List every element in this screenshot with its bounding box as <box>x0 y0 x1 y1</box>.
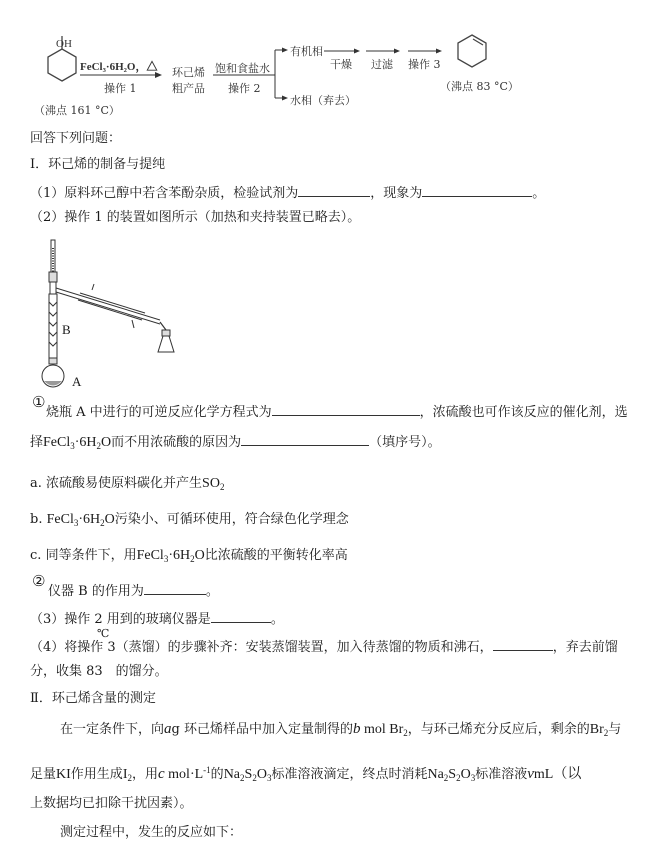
section2-para2 <box>30 762 581 786</box>
question-4-line2: 分，收集 83 的馏分。 <box>30 664 168 679</box>
flask-stopper <box>162 330 170 336</box>
var-a: a <box>164 721 172 737</box>
cyclohexene-ring <box>458 35 486 67</box>
sub1-text-b: ，浓硫酸也可作该反应的催化剂，选 <box>419 405 628 420</box>
p1-text-f: 与 <box>608 722 622 737</box>
fecl3-formula <box>43 435 111 450</box>
q4-text-a: （4）将操作 3（蒸馏）的步骤补齐：安装蒸馏装置，加入待蒸馏的物质和沸石， <box>30 640 493 655</box>
crude-product-line2: 粗产品 <box>172 82 205 95</box>
distillation-apparatus <box>20 238 180 390</box>
o-2: O <box>460 767 471 782</box>
br2-remaining <box>590 722 609 737</box>
section2-para1 <box>60 721 621 741</box>
option-a-label: a. <box>30 476 42 491</box>
option-b-fecl3 <box>47 512 115 527</box>
p2-neg1: -1 <box>203 765 211 775</box>
p2-text-c: ，用 <box>131 767 158 782</box>
op1-label: 操作 1 <box>104 82 137 95</box>
side-arm-bottom <box>56 292 160 324</box>
optb-6h: ·6H <box>78 512 101 527</box>
p2-mol-l: mol·L <box>168 767 204 782</box>
q3-text-a: （3）操作 2 用到的玻璃仪器是 <box>30 612 211 627</box>
sub-question-1-line2 <box>30 433 441 454</box>
section2-title: Ⅱ．环己烯含量的测定 <box>30 691 156 706</box>
so2-so: SO <box>202 476 220 491</box>
optb-o: O <box>104 512 115 527</box>
start-oh-label: OH <box>56 38 72 50</box>
column-stopper <box>49 272 57 282</box>
apparatus-drawing <box>20 238 180 390</box>
i2-formula <box>123 767 132 782</box>
question-3 <box>30 610 284 628</box>
so2-sub: 2 <box>219 482 225 492</box>
fecl3-sub2: 2 <box>96 441 102 451</box>
section2-para3: 上数据均已扣除干扰因素）。 <box>30 796 193 811</box>
aqueous-phase-label: 水相（弃去） <box>290 94 356 107</box>
var-b: b <box>352 721 361 737</box>
arrow-head-aqueous <box>282 96 288 101</box>
s: S <box>244 767 253 782</box>
condenser-inlet <box>132 320 134 328</box>
question-4-line1 <box>30 638 618 656</box>
column-indentations <box>49 302 57 346</box>
question-2: （2）操作 1 的装置如图所示（加热和夹持装置已略去）。 <box>30 210 361 225</box>
q4-text-b: ，弃去前馏 <box>552 640 618 655</box>
reagent-label: FeCl₃·6H₂O，△ <box>80 61 158 73</box>
label-a: A <box>72 374 82 389</box>
concentration-unit <box>165 767 211 782</box>
option-a-text: 浓硫酸易使原料碳化并产生 <box>46 476 203 491</box>
s-sub: 2 <box>252 773 257 783</box>
p2-text-b: 作用生成 <box>70 767 123 782</box>
optc-fe: FeCl <box>136 548 164 563</box>
sub2-text-b: 。 <box>205 584 219 599</box>
question-1 <box>30 184 545 202</box>
optb-fe: FeCl <box>46 512 74 527</box>
sub-question-2-marker: ② <box>32 572 46 590</box>
condenser-jacket-bottom <box>78 300 142 320</box>
s-2: S <box>448 767 457 782</box>
fecl3-o: O <box>101 435 112 450</box>
sub-question-1-line1 <box>46 403 628 421</box>
option-c-text-a: 同等条件下，用 <box>45 548 137 563</box>
p2-text-e: 的 <box>210 767 224 782</box>
intro-text: 回答下列问题： <box>30 131 122 146</box>
label-b: B <box>62 322 71 337</box>
p1-mol-br: mol Br <box>363 722 404 737</box>
p2-text-a: 足量 <box>30 767 57 782</box>
br2-sub: 2 <box>403 728 408 738</box>
arrow-head-dry <box>354 49 360 54</box>
op2-label: 操作 2 <box>228 82 261 95</box>
q1-text-a: （1）原料环己醇中若含苯酚杂质，检验试剂为 <box>30 186 299 201</box>
sub1-text-a: 烧瓶 A 中进行的可逆反应化学方程式为 <box>46 405 272 420</box>
sub1-text-d: 而不用浓硫酸的原因为 <box>111 435 242 450</box>
q1-reagent-blank[interactable] <box>298 184 370 197</box>
start-boiling-point: （沸点 161 °C） <box>34 104 120 117</box>
option-c <box>30 548 348 567</box>
var-c: c <box>158 766 165 782</box>
i2-sub: 2 <box>127 773 132 783</box>
option-c-text-b: 比浓硫酸的平衡转化率高 <box>204 548 348 563</box>
option-c-label: c. <box>30 548 42 563</box>
condenser-jacket-top <box>80 293 145 313</box>
adapter <box>160 322 166 330</box>
option-b-text: 污染小、可循环使用，符合绿色化学理念 <box>114 512 349 527</box>
option-b-label: b. <box>30 512 43 527</box>
o-sub: 3 <box>266 773 272 783</box>
option-c-fecl3 <box>137 548 205 563</box>
p1-text-d: ，与环己烯充分反应后，剩余的 <box>407 722 590 737</box>
option-b <box>30 512 349 531</box>
o: O <box>256 767 267 782</box>
optc-sub3: 3 <box>163 554 169 564</box>
optb-sub3: 3 <box>73 518 79 528</box>
arrow-head-op3 <box>436 49 442 54</box>
s-sub-2: 2 <box>456 773 461 783</box>
p1-text-a: 在一定条件下，向 <box>60 722 165 737</box>
option-a <box>30 476 224 495</box>
p1-br: Br <box>589 722 604 737</box>
sub1-text-e: （填序号）。 <box>369 435 441 450</box>
p2-text-g: 标准溶液 <box>475 767 528 782</box>
brine-label: 饱和食盐水 <box>215 62 270 75</box>
p2-text-f: 标准溶液滴定，终点时消耗 <box>271 767 428 782</box>
celsius-symbol: ℃ <box>97 627 110 640</box>
sub-question-1-marker: ① <box>32 393 46 411</box>
column-head <box>50 282 56 294</box>
sub-question-2 <box>48 582 219 600</box>
filter-label: 过滤 <box>371 58 393 71</box>
q1-text-c: 。 <box>532 186 546 201</box>
na: Na <box>223 767 241 782</box>
q3-text-b: 。 <box>270 612 284 627</box>
br2-remaining-sub: 2 <box>603 728 609 738</box>
sub2-text-a: 仪器 B 的作用为 <box>48 584 144 599</box>
arrow-head-organic <box>282 48 288 53</box>
na2s2o3-formula-1 <box>224 767 272 782</box>
side-arm-top <box>56 288 160 320</box>
na2s2o3-formula-2 <box>427 767 475 782</box>
optc-6h: ·6H <box>168 548 191 563</box>
var-v: v <box>527 766 534 782</box>
na-2: Na <box>427 767 444 782</box>
p2-text-h: mL（以 <box>533 767 582 782</box>
dry-label: 干燥 <box>330 58 352 71</box>
flask-neck-joint <box>49 358 57 364</box>
reason-blank[interactable] <box>241 433 369 446</box>
o-sub-2: 3 <box>470 773 476 783</box>
na-sub-2: 2 <box>443 773 449 783</box>
section2-para4: 测定过程中，发生的反应如下： <box>60 825 243 840</box>
fecl3-sub3: 3 <box>70 441 75 451</box>
glassware-blank[interactable] <box>211 610 271 623</box>
ki-formula: KI <box>56 767 71 782</box>
organic-phase-label: 有机相 <box>290 45 323 58</box>
na-sub: 2 <box>240 773 245 783</box>
distillation-step-blank[interactable] <box>493 638 553 651</box>
fecl3-6h: ·6H <box>74 435 97 450</box>
arrow-head-filter <box>394 49 400 54</box>
instrument-b-blank[interactable] <box>144 582 206 595</box>
i2-i: I <box>122 767 128 782</box>
fecl3-fe: FeCl <box>43 435 71 450</box>
q1-phenomenon-blank[interactable] <box>422 184 532 197</box>
condenser-outlet <box>92 284 94 290</box>
so2-formula <box>202 476 224 491</box>
end-boiling-point: （沸点 83 °C） <box>440 80 519 93</box>
p1-text-b: g 环己烯样品中加入定量制得的 <box>171 722 353 737</box>
section1-title: Ⅰ．环己烯的制备与提纯 <box>30 157 166 172</box>
optb-sub2: 2 <box>100 518 105 528</box>
op3-label: 操作 3 <box>408 58 441 71</box>
equation-blank[interactable] <box>272 403 420 416</box>
receiving-flask <box>158 336 174 352</box>
synthesis-flow-diagram <box>0 0 650 115</box>
sub1-text-c: 择 <box>30 435 44 450</box>
crude-product-line1: 环己烯 <box>172 66 205 79</box>
br2-amount <box>360 722 407 737</box>
cyclohexanol-ring <box>48 49 76 81</box>
optc-sub2: 2 <box>190 554 195 564</box>
optc-o: O <box>194 548 205 563</box>
q1-text-b: ，现象为 <box>370 186 423 201</box>
